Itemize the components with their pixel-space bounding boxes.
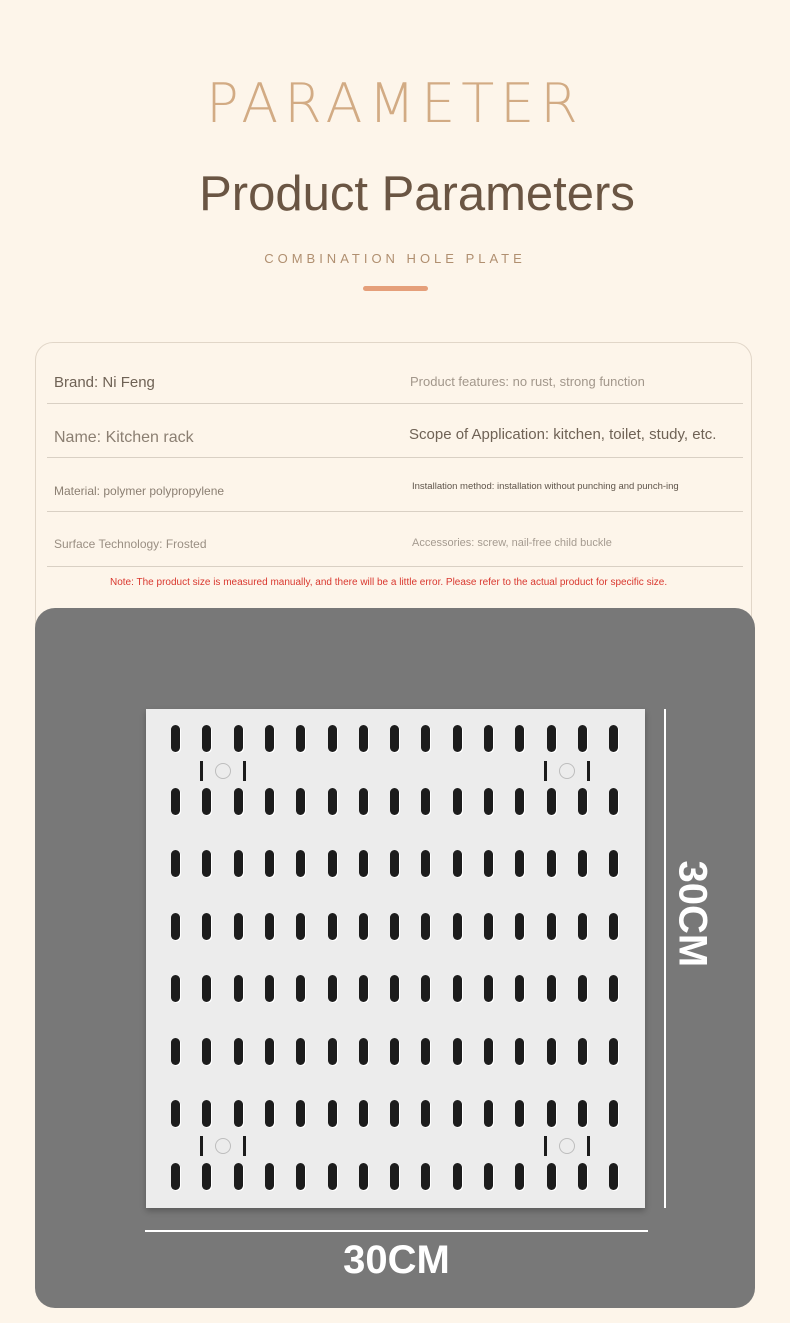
plate-slot (578, 1038, 587, 1065)
accent-divider (363, 286, 428, 291)
plate-slot (202, 788, 211, 815)
plate-slot (484, 975, 493, 1002)
plate-slot (296, 1163, 305, 1190)
plate-slot (453, 913, 462, 940)
screw-hole-icon (559, 763, 575, 779)
plate-slot (171, 1038, 180, 1065)
plate-slot (515, 788, 524, 815)
plate-slot (390, 913, 399, 940)
plate-slot (202, 850, 211, 877)
plate-slot (265, 850, 274, 877)
plate-slot (296, 913, 305, 940)
screw-hole-icon (559, 1138, 575, 1154)
plate-slot (578, 975, 587, 1002)
plate-slot (202, 725, 211, 752)
param-brand: Brand: Ni Feng (54, 374, 155, 391)
plate-slot (421, 1038, 430, 1065)
param-material: Material: polymer polypropylene (54, 484, 225, 498)
plate-slot (328, 725, 337, 752)
plate-slot (234, 975, 243, 1002)
plate-slot (265, 1100, 274, 1127)
plate-slot (265, 725, 274, 752)
plate-slot (421, 1163, 430, 1190)
plate-slot (609, 975, 618, 1002)
plate-slot (547, 975, 556, 1002)
plate-slot (609, 850, 618, 877)
height-dimension-label: 30CM (670, 860, 715, 968)
section-eyebrow: PARAMETER (206, 72, 584, 135)
param-features: Product features: no rust, strong function (410, 374, 645, 389)
plate-slot (171, 975, 180, 1002)
plate-slot (453, 1038, 462, 1065)
plate-slot (578, 725, 587, 752)
plate-slot (453, 850, 462, 877)
plate-slot (328, 1100, 337, 1127)
plate-slot (453, 788, 462, 815)
plate-slot (390, 1163, 399, 1190)
plate-slot (547, 913, 556, 940)
plate-slot (265, 975, 274, 1002)
width-dimension-line (145, 1230, 648, 1232)
plate-slot (171, 725, 180, 752)
plate-slot (421, 788, 430, 815)
plate-slot (453, 975, 462, 1002)
plate-slot (202, 913, 211, 940)
hole-plate-image (146, 709, 645, 1208)
plate-slot (390, 1100, 399, 1127)
mount-bracket (200, 761, 203, 781)
plate-slot (609, 1038, 618, 1065)
plate-slot (390, 725, 399, 752)
plate-slot (202, 1100, 211, 1127)
plate-slot (202, 1163, 211, 1190)
mount-bracket (544, 761, 547, 781)
plate-slot (265, 788, 274, 815)
page-title: Product Parameters (199, 167, 635, 221)
plate-slot (609, 913, 618, 940)
plate-slot (547, 725, 556, 752)
plate-slot (609, 788, 618, 815)
plate-slot (234, 788, 243, 815)
plate-slot (328, 1038, 337, 1065)
plate-slot (359, 725, 368, 752)
plate-slot (390, 1038, 399, 1065)
plate-slot (390, 850, 399, 877)
plate-slot (296, 788, 305, 815)
plate-slot (359, 1100, 368, 1127)
param-installation: Installation method: installation without punching and punch-ing (412, 481, 679, 492)
plate-slot (328, 913, 337, 940)
plate-slot (547, 850, 556, 877)
plate-slot (234, 913, 243, 940)
param-row (47, 403, 743, 458)
mount-bracket (587, 761, 590, 781)
plate-slot (171, 913, 180, 940)
screw-hole-icon (215, 763, 231, 779)
plate-slot (296, 1038, 305, 1065)
height-dimension-line (664, 709, 666, 1208)
plate-slot (515, 1163, 524, 1190)
plate-slot (547, 1163, 556, 1190)
plate-slot (578, 850, 587, 877)
plate-slot (578, 1100, 587, 1127)
plate-slot (359, 1163, 368, 1190)
param-surface: Surface Technology: Frosted (54, 537, 207, 551)
size-note: Note: The product size is measured manually, and there will be a little error. Please refer to the actual product for specific size. (110, 577, 668, 588)
plate-slot (234, 1163, 243, 1190)
plate-slot (515, 850, 524, 877)
plate-slot (421, 975, 430, 1002)
plate-slot (578, 788, 587, 815)
plate-slot (359, 913, 368, 940)
plate-slot (484, 725, 493, 752)
param-row (47, 358, 743, 404)
plate-slot (171, 1100, 180, 1127)
width-dimension-label: 30CM (343, 1238, 450, 1282)
plate-slot (296, 850, 305, 877)
plate-slot (421, 850, 430, 877)
plate-slot (328, 1163, 337, 1190)
plate-slot (484, 913, 493, 940)
plate-slot (421, 913, 430, 940)
param-accessories: Accessories: screw, nail-free child buckle (412, 537, 612, 549)
plate-slot (484, 850, 493, 877)
plate-slot (547, 788, 556, 815)
param-row (47, 457, 743, 512)
plate-slot (390, 788, 399, 815)
plate-slot (453, 1163, 462, 1190)
page-subtitle: COMBINATION HOLE PLATE (264, 251, 526, 266)
plate-slot (328, 975, 337, 1002)
plate-slot (547, 1038, 556, 1065)
param-row (47, 511, 743, 567)
plate-slot (515, 913, 524, 940)
plate-slot (421, 725, 430, 752)
plate-slot (202, 975, 211, 1002)
plate-slot (328, 850, 337, 877)
plate-slot (234, 1038, 243, 1065)
plate-slot (515, 725, 524, 752)
mount-bracket (587, 1136, 590, 1156)
plate-slot (484, 1100, 493, 1127)
plate-slot (609, 1100, 618, 1127)
plate-slot (296, 725, 305, 752)
plate-slot (453, 1100, 462, 1127)
plate-slot (296, 1100, 305, 1127)
plate-slot (484, 1038, 493, 1065)
plate-slot (578, 913, 587, 940)
plate-slot (296, 975, 305, 1002)
plate-slot (234, 1100, 243, 1127)
plate-slot (515, 1100, 524, 1127)
plate-slot (515, 1038, 524, 1065)
plate-slot (265, 1038, 274, 1065)
plate-slot (171, 850, 180, 877)
plate-slot (265, 1163, 274, 1190)
plate-slot (359, 975, 368, 1002)
plate-slot (234, 850, 243, 877)
plate-slot (547, 1100, 556, 1127)
plate-slot (171, 788, 180, 815)
plate-slot (390, 975, 399, 1002)
plate-slot (359, 788, 368, 815)
mount-bracket (243, 1136, 246, 1156)
plate-slot (609, 725, 618, 752)
plate-slot (202, 1038, 211, 1065)
plate-slot (421, 1100, 430, 1127)
plate-slot (359, 1038, 368, 1065)
plate-slot (484, 1163, 493, 1190)
plate-slot (328, 788, 337, 815)
plate-slot (578, 1163, 587, 1190)
plate-slot (265, 913, 274, 940)
mount-bracket (544, 1136, 547, 1156)
param-scope: Scope of Application: kitchen, toilet, study, etc. (409, 426, 717, 443)
plate-slot (609, 1163, 618, 1190)
mount-bracket (243, 761, 246, 781)
plate-slot (515, 975, 524, 1002)
plate-slot (453, 725, 462, 752)
plate-slot (234, 725, 243, 752)
param-name: Name: Kitchen rack (54, 429, 194, 446)
plate-slot (484, 788, 493, 815)
mount-bracket (200, 1136, 203, 1156)
plate-slot (171, 1163, 180, 1190)
screw-hole-icon (215, 1138, 231, 1154)
plate-slot (359, 850, 368, 877)
parameters-card (35, 342, 752, 642)
